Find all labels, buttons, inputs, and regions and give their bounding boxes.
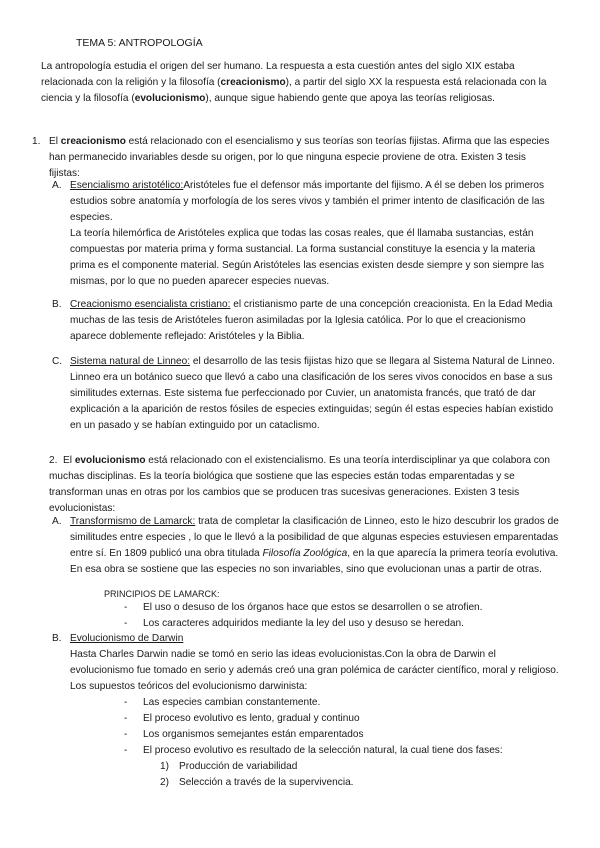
s2-a-heading: Transformismo de Lamarck: <box>70 516 196 527</box>
principle-item-1: El uso o desuso de los órganos hace que estos se desarrollen o se atrofien. <box>143 602 483 613</box>
phase-number-2: 2) <box>160 777 169 788</box>
s2-a-letter: A. <box>52 516 62 527</box>
intro-bold-creacionismo: creacionismo <box>220 77 286 88</box>
s1-a-letter: A. <box>52 180 62 191</box>
s2-b-paragraph: Hasta Charles Darwin nadie se tomó en serio las ideas evolucionistas.Con la obra de Darwin el evolucionismo fue tomado en serio y además creó una gran polémica de carácter científico, moral y religioso. Los supuestos teóricos del evolucionismo darwinista: <box>70 649 559 692</box>
s1-c-paragraph <box>70 354 562 434</box>
s2-b-letter: B. <box>52 633 62 644</box>
intro-text-2: ), a partir del siglo XX la respuesta está relacionada con la ciencia y la filosofía ( <box>41 77 547 104</box>
phase-text-2: Selección a través de la supervivencia. <box>179 777 354 788</box>
principles-title: PRINCIPIOS DE LAMARCK: <box>104 589 220 599</box>
s1-text-1: El <box>49 136 61 147</box>
intro-bold-evolucionismo: evolucionismo <box>134 93 206 104</box>
principle-dash-2: - <box>124 618 128 629</box>
s1-bold-creacionismo: creacionismo <box>60 136 126 147</box>
bullet-item-3: Los organismos semejantes están emparentados <box>143 729 364 740</box>
bullet-dash-4: - <box>124 745 128 756</box>
intro-text-1: La antropología estudia el origen del ser humano. La respuesta a esta cuestión antes del siglo XIX estaba relacionada con la religión y la filosofía ( <box>41 61 515 88</box>
s1-text-2: está relacionado con el esencialismo y sus teorías son teorías fijistas. Afirma que las especies han permanecido invariables desde su origen, por lo que ninguna especie proviene de otra. Existen 3 tesis fijistas: <box>49 136 550 179</box>
bullet-dash-2: - <box>124 713 128 724</box>
s2-a-text-2: , en la que aparecía la primera teoría evolutiva. En esa obra se sostiene que las especies no son invariables, sino que evolucionan unas a partir de otras. <box>70 548 559 575</box>
s2-b-heading <box>70 631 560 647</box>
s2-a-text-1: trata de completar la clasificación de Linneo, esto le hizo descubrir los grados de similitudes entre especies , lo que le llevó a la posibilidad de que algunas especies estuviesen emparentadas entre sí. En 1809 publicó una obra titulada <box>70 516 559 559</box>
s2-text-1: El <box>63 455 75 466</box>
s1-b-heading: Creacionismo esencialista cristiano: <box>70 299 231 310</box>
s1-b-paragraph <box>70 297 562 345</box>
s2-a-italic-title: Filosofía Zoológica <box>262 548 348 559</box>
phase-text-1: Producción de variabilidad <box>179 761 298 772</box>
s1-b-letter: B. <box>52 299 62 310</box>
principle-item-2: Los caracteres adquiridos mediante la ley del uso y desuso se heredan. <box>143 618 464 629</box>
s2-bold-evolucionismo: evolucionismo <box>74 455 146 466</box>
s1-c-letter: C. <box>52 356 63 367</box>
section-1-paragraph <box>49 134 557 182</box>
s1-a-paragraph-2: La teoría hilemórfica de Aristóteles explica que todas las cosas reales, que él llamaba sustancias, están compuestas por materia prima y forma sustancial. La forma sustancial constituye la esencia y la materia prima es el componente material. Según Aristóteles las esencias existen desde siempre y son siempre las mismas, por lo que no pueden aparecer especies nuevas. <box>70 228 545 287</box>
s2-a-paragraph <box>70 514 560 578</box>
s2-b-heading-text: Evolucionismo de Darwin <box>70 633 184 644</box>
section-1-number: 1. <box>32 136 41 147</box>
principle-dash-1: - <box>124 602 128 613</box>
bullet-item-1: Las especies cambian constantemente. <box>143 697 321 708</box>
intro-text-3: ), aunque sigue habiendo gente que apoya las teorías religiosas. <box>205 93 495 104</box>
section-2-paragraph <box>49 453 559 517</box>
page-title: TEMA 5: ANTROPOLOGÍA <box>76 37 203 49</box>
s2-text-2: está relacionado con el existencialismo. Es una teoría interdisciplinar ya que colabora con muchas disciplinas. Es la teoría biológica que sostiene que las especies están todas emparentadas y se transforman unas en otras por los cambios que se producen tras sucesivas generaciones. Existen 3 tesis evolucionistas: <box>49 455 551 514</box>
phase-number-1: 1) <box>160 761 169 772</box>
s1-a-paragraph <box>70 178 560 226</box>
intro-paragraph <box>41 59 551 107</box>
s1-c-heading: Sistema natural de Linneo: <box>70 356 191 367</box>
bullet-dash-3: - <box>124 729 128 740</box>
bullet-item-2: El proceso evolutivo es lento, gradual y continuo <box>143 713 360 724</box>
s1-c-text: el desarrollo de las tesis fijistas hizo que se llegara al Sistema Natural de Linneo. Linneo era un botánico sueco que llevó a cabo una clasificación de los seres vivos conocidos en base a sus similitudes externas. Este sistema fue perfeccionado por Cuvier, un anatomista francés, que trató de dar explicación a la aparición de restos fósiles de especies extinguidas; según él estas especies habían existido en un pasado y se habían extinguido por un cataclismo. <box>70 356 555 431</box>
section-2-number: 2. <box>49 455 58 466</box>
s1-a-text: Aristóteles fue el defensor más importante del fijismo. A él se deben los primeros estudios sobre anatomía y morfología de los seres vivos y también el primer intento de clasificación de las especies. <box>70 180 545 223</box>
s1-b-text: el cristianismo parte de una concepción creacionista. En la Edad Media muchas de las tesis de Aristóteles fueron asimiladas por la Iglesia católica. Por lo que el creacionismo aparece doblemente reflejado: Aristóteles y la Biblia. <box>70 299 553 342</box>
bullet-dash-1: - <box>124 697 128 708</box>
s1-a-heading: Esencialismo aristotélico: <box>70 180 184 191</box>
bullet-item-4: El proceso evolutivo es resultado de la selección natural, la cual tiene dos fases: <box>143 745 503 756</box>
